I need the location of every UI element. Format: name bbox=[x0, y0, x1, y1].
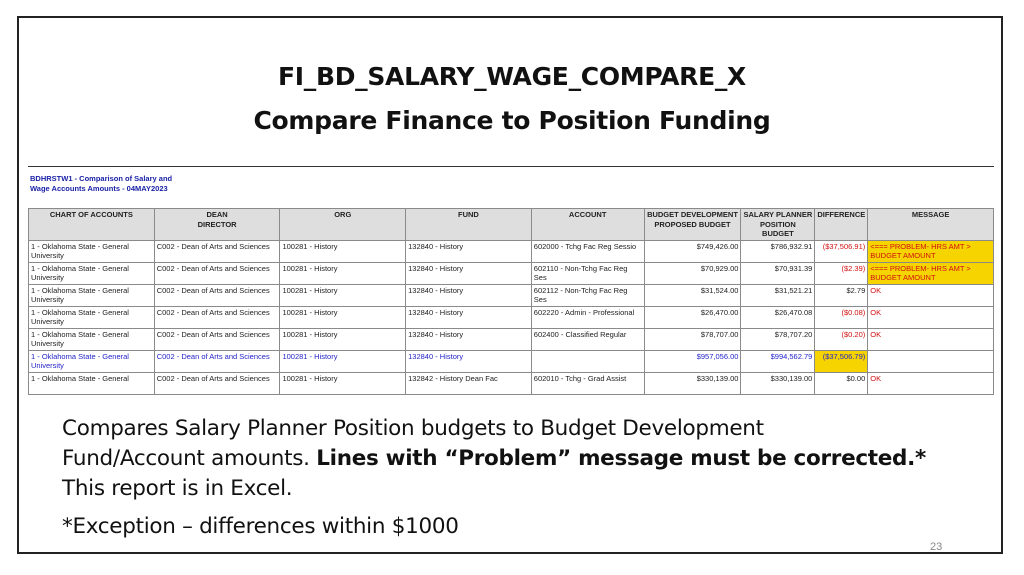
table-cell-proposed: $957,056.00 bbox=[644, 350, 741, 372]
table-cell-dean: C002 - Dean of Arts and Sciences bbox=[154, 372, 280, 394]
table-row bbox=[29, 350, 994, 372]
table-header-row bbox=[29, 209, 994, 241]
table-cell-fund: 132840 - History bbox=[406, 262, 532, 284]
table-cell-org: 100281 - History bbox=[280, 240, 406, 262]
slide-title: FI_BD_SALARY_WAGE_COMPARE_X bbox=[277, 62, 747, 91]
column-header: SALARY PLANNER POSITION BUDGET bbox=[741, 209, 815, 241]
description-line-1: Compares Salary Planner Position budgets to Budget Development bbox=[62, 416, 764, 441]
table-cell-fund: 132840 - History bbox=[406, 284, 532, 306]
table-cell-fund: 132840 - History bbox=[406, 240, 532, 262]
table-cell-position: $78,707.20 bbox=[741, 328, 815, 350]
table-cell-org: 100281 - History bbox=[280, 372, 406, 394]
table-cell-account bbox=[531, 350, 644, 372]
table-cell-coa: 1 - Oklahoma State - General University bbox=[29, 350, 155, 372]
description-line-3: This report is in Excel. bbox=[62, 476, 293, 501]
table-cell-account: 602400 - Classified Regular bbox=[531, 328, 644, 350]
table-row bbox=[29, 262, 994, 284]
table-cell-difference: $2.79 bbox=[815, 284, 868, 306]
table-cell-org: 100281 - History bbox=[280, 328, 406, 350]
table-cell-proposed: $749,426.00 bbox=[644, 240, 741, 262]
table-cell-difference: ($0.20) bbox=[815, 328, 868, 350]
excel-report-screenshot bbox=[28, 168, 994, 383]
table-cell-difference: ($37,506.91) bbox=[815, 240, 868, 262]
table-cell-coa: 1 - Oklahoma State - General University bbox=[29, 284, 155, 306]
table-cell-position: $31,521.21 bbox=[741, 284, 815, 306]
table-cell-proposed: $26,470.00 bbox=[644, 306, 741, 328]
table-cell-account: 602000 - Tchg Fac Reg Sessio bbox=[531, 240, 644, 262]
table-cell-coa: 1 - Oklahoma State - General University bbox=[29, 262, 155, 284]
table-cell-fund: 132840 - History bbox=[406, 350, 532, 372]
table-cell-account: 602112 - Non-Tchg Fac Reg Ses bbox=[531, 284, 644, 306]
table-cell-proposed: $31,524.00 bbox=[644, 284, 741, 306]
exception-note: *Exception – differences within $1000 bbox=[62, 514, 459, 539]
table-cell-dean: C002 - Dean of Arts and Sciences bbox=[154, 350, 280, 372]
table-cell-dean: C002 - Dean of Arts and Sciences bbox=[154, 240, 280, 262]
table-cell-org: 100281 - History bbox=[280, 350, 406, 372]
table-cell-coa: 1 - Oklahoma State - General bbox=[29, 372, 155, 394]
report-title: BDHRSTW1 - Comparison of Salary and Wage Accounts Amounts - 04MAY2023 bbox=[30, 174, 173, 193]
table-cell-position: $26,470.08 bbox=[741, 306, 815, 328]
table-cell-dean: C002 - Dean of Arts and Sciences bbox=[154, 284, 280, 306]
table-cell-account: 602220 - Admin - Professional bbox=[531, 306, 644, 328]
table-cell-proposed: $330,139.00 bbox=[644, 372, 741, 394]
column-header: FUND bbox=[406, 209, 532, 241]
description-line-2: Fund/Account amounts. Lines with “Problem” message must be corrected.* bbox=[62, 446, 926, 471]
column-header: CHART OF ACCOUNTS bbox=[29, 209, 155, 241]
table-cell-position: $70,931.39 bbox=[741, 262, 815, 284]
table-cell-message: OK bbox=[868, 306, 994, 328]
table-cell-org: 100281 - History bbox=[280, 284, 406, 306]
table-cell-proposed: $70,929.00 bbox=[644, 262, 741, 284]
page-number: 23 bbox=[930, 541, 943, 553]
table-cell-difference: $0.00 bbox=[815, 372, 868, 394]
table-cell-proposed: $78,707.00 bbox=[644, 328, 741, 350]
table-cell-difference: ($2.39) bbox=[815, 262, 868, 284]
column-header: ACCOUNT bbox=[531, 209, 644, 241]
table-cell-account: 602010 - Tchg - Grad Assist bbox=[531, 372, 644, 394]
table-cell-dean: C002 - Dean of Arts and Sciences bbox=[154, 262, 280, 284]
table-cell-fund: 132842 - History Dean Fac bbox=[406, 372, 532, 394]
table-cell-account: 602110 - Non-Tchg Fac Reg Ses bbox=[531, 262, 644, 284]
table-cell-message: OK bbox=[868, 372, 994, 394]
table-cell-fund: 132840 - History bbox=[406, 328, 532, 350]
table-cell-dean: C002 - Dean of Arts and Sciences bbox=[154, 306, 280, 328]
column-header: DEAN DIRECTOR bbox=[154, 209, 280, 241]
table-cell-message: OK bbox=[868, 284, 994, 306]
table-cell-difference: ($0.08) bbox=[815, 306, 868, 328]
column-header: BUDGET DEVELOPMENT PROPOSED BUDGET bbox=[644, 209, 741, 241]
table-cell-coa: 1 - Oklahoma State - General University bbox=[29, 240, 155, 262]
table-row bbox=[29, 306, 994, 328]
table-cell-message: OK bbox=[868, 328, 994, 350]
table-cell-difference: ($37,506.79) bbox=[815, 350, 868, 372]
table-row bbox=[29, 240, 994, 262]
table-cell-dean: C002 - Dean of Arts and Sciences bbox=[154, 328, 280, 350]
description bbox=[62, 414, 962, 504]
table-cell-org: 100281 - History bbox=[280, 306, 406, 328]
table-row bbox=[29, 284, 994, 306]
table-cell-org: 100281 - History bbox=[280, 262, 406, 284]
problem-emphasis: Lines with “Problem” message must be corrected.* bbox=[316, 446, 926, 471]
table-cell-position: $994,562.79 bbox=[741, 350, 815, 372]
table-row bbox=[29, 372, 994, 394]
column-header: MESSAGE bbox=[868, 209, 994, 241]
table-cell-message bbox=[868, 350, 994, 372]
table-cell-coa: 1 - Oklahoma State - General University bbox=[29, 328, 155, 350]
column-header: DIFFERENCE bbox=[815, 209, 868, 241]
table-cell-coa: 1 - Oklahoma State - General University bbox=[29, 306, 155, 328]
table-cell-position: $786,932.91 bbox=[741, 240, 815, 262]
column-header: ORG bbox=[280, 209, 406, 241]
divider bbox=[28, 166, 994, 167]
table-row bbox=[29, 328, 994, 350]
table-cell-position: $330,139.00 bbox=[741, 372, 815, 394]
table-cell-message: <=== PROBLEM- HRS AMT > BUDGET AMOUNT bbox=[868, 262, 994, 284]
report-table bbox=[28, 208, 994, 395]
table-cell-message: <=== PROBLEM- HRS AMT > BUDGET AMOUNT bbox=[868, 240, 994, 262]
table-cell-fund: 132840 - History bbox=[406, 306, 532, 328]
slide-subtitle: Compare Finance to Position Funding bbox=[253, 106, 771, 135]
